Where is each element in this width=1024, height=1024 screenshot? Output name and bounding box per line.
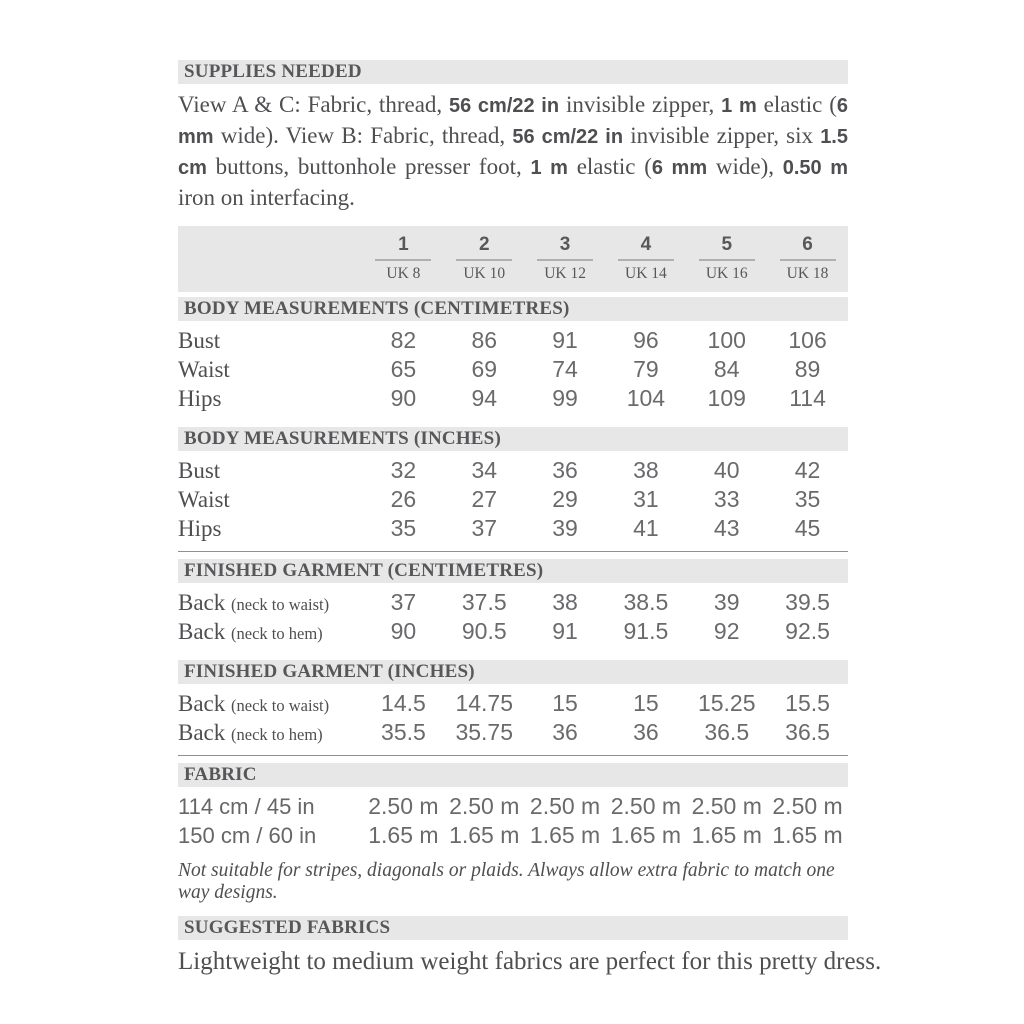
supplies-number: 1.5 cm	[178, 126, 848, 179]
row-label-sub: (neck to waist)	[231, 696, 330, 715]
size-column-2	[444, 234, 525, 282]
cell-value: 86	[471, 327, 498, 353]
finished-garment-in-rows	[178, 690, 848, 748]
row-label	[178, 794, 363, 820]
size-underline	[618, 259, 674, 261]
cell-value: 43	[713, 515, 740, 541]
cell-value: 90	[390, 618, 417, 644]
cell-value: 32	[390, 457, 417, 483]
cell-value: 89	[794, 356, 821, 382]
cell-value: 1.65 m	[691, 822, 762, 848]
cell-value: 14.75	[455, 690, 514, 716]
row-label-sub: (neck to hem)	[231, 725, 323, 744]
finished-garment-cm-header: FINISHED GARMENT (CENTIMETRES)	[178, 559, 848, 583]
supplies-number: 1 m	[721, 95, 757, 117]
suggested-fabrics-text: Lightweight to medium weight fabrics are perfect for this pretty dress.	[178, 948, 882, 975]
size-underline	[780, 259, 836, 261]
row-label-main: Bust	[178, 458, 221, 483]
cell-value: 38	[633, 457, 659, 483]
table-row	[178, 486, 848, 515]
row-values	[363, 822, 848, 849]
cell-value: 91	[552, 618, 578, 644]
cell-value: 2.50 m	[610, 793, 682, 819]
content-area	[178, 60, 882, 976]
row-label	[178, 720, 363, 746]
uk-size-label: UK 14	[625, 265, 667, 282]
measurement-sections	[178, 297, 848, 851]
cell-value: 90	[390, 385, 417, 411]
cell-value: 37	[390, 589, 417, 615]
supplies-text-segment: View A & C: Fabric, thread,	[178, 92, 450, 117]
fabric-note: Not suitable for stripes, diagonals or plaids. Always allow extra fabric to match one way designs.	[178, 860, 835, 903]
cell-value: 90.5	[461, 618, 507, 644]
cell-value: 1.65 m	[610, 822, 682, 848]
size-number: 3	[559, 234, 571, 255]
cell-value: 96	[633, 327, 659, 353]
cell-value: 37.5	[461, 589, 507, 615]
cell-value: 79	[633, 356, 659, 382]
table-row	[178, 457, 848, 486]
cell-value: 39.5	[785, 589, 830, 615]
cell-value: 15	[552, 690, 578, 716]
cell-value: 2.50 m	[772, 793, 843, 819]
row-label-main: Waist	[178, 357, 230, 382]
cell-value: 92.5	[785, 618, 830, 644]
size-number: 5	[721, 234, 733, 255]
row-label	[178, 590, 363, 616]
uk-size-label: UK 8	[386, 265, 421, 282]
cell-value: 33	[713, 486, 740, 512]
supplies-text-segment: elastic (	[756, 92, 837, 117]
cell-value: 91.5	[623, 618, 669, 644]
cell-value: 35	[390, 515, 417, 541]
supplies-number: 56 cm/22 in	[512, 126, 624, 148]
supplies-text-segment: elastic (	[567, 154, 652, 179]
cell-value: 29	[552, 486, 578, 512]
cell-value: 38	[552, 589, 578, 615]
supplies-paragraph	[178, 90, 848, 212]
size-underline	[456, 259, 512, 261]
row-label	[178, 458, 363, 484]
cell-value: 104	[626, 385, 666, 411]
cell-value: 36	[633, 719, 659, 745]
size-header-label-spacer	[178, 234, 363, 282]
cell-value: 2.50 m	[529, 793, 601, 819]
cell-value: 2.50 m	[449, 793, 520, 819]
size-number: 2	[478, 234, 490, 255]
cell-value: 94	[471, 385, 498, 411]
section-divider-rule	[178, 551, 848, 552]
table-row	[178, 385, 848, 414]
section-divider-rule	[178, 755, 848, 756]
cell-value: 114	[789, 385, 826, 411]
supplies-number: 56 cm/22 in	[449, 95, 560, 117]
row-label	[178, 516, 363, 542]
cell-value: 15.5	[785, 690, 830, 716]
table-row	[178, 515, 848, 544]
cell-value: 42	[794, 457, 821, 483]
row-label	[178, 619, 363, 645]
supplies-text-segment: buttons, buttonhole presser foot,	[206, 154, 531, 179]
table-row	[178, 719, 848, 748]
cell-value: 15.25	[697, 690, 756, 716]
size-number: 4	[640, 234, 652, 255]
size-column-4	[605, 234, 686, 282]
row-values	[363, 327, 848, 354]
table-row	[178, 356, 848, 385]
size-column-1	[363, 234, 444, 282]
size-underline	[375, 259, 431, 261]
uk-size-label: UK 10	[463, 265, 506, 282]
cell-value: 92	[713, 618, 740, 644]
supplies-text-segment: invisible zipper,	[559, 92, 722, 117]
size-underline	[537, 259, 593, 261]
uk-size-label: UK 12	[544, 265, 586, 282]
cell-value: 34	[471, 457, 498, 483]
cell-value: 1.65 m	[772, 822, 843, 848]
uk-size-label: UK 16	[705, 265, 748, 282]
row-values	[363, 719, 848, 746]
cell-value: 40	[713, 457, 740, 483]
row-values	[363, 356, 848, 383]
finished-garment-cm-rows	[178, 589, 848, 647]
cell-value: 74	[552, 356, 578, 382]
cell-value: 41	[633, 515, 659, 541]
table-row	[178, 822, 848, 851]
size-columns	[363, 234, 848, 282]
row-values	[363, 385, 848, 412]
cell-value: 26	[390, 486, 417, 512]
cell-value: 35.5	[381, 719, 426, 745]
size-number: 1	[398, 234, 409, 255]
supplies-needed-header: SUPPLIES NEEDED	[178, 60, 848, 84]
row-label-main: Waist	[178, 487, 230, 512]
table-row	[178, 618, 848, 647]
cell-value: 39	[552, 515, 578, 541]
row-label-main: Back	[178, 590, 226, 615]
cell-value: 99	[552, 385, 578, 411]
row-values	[363, 589, 848, 616]
row-label-main: Back	[178, 619, 226, 644]
supplies-text-segment: wide),	[707, 154, 783, 179]
row-label	[178, 357, 363, 383]
supplies-number: 6 mm	[651, 157, 708, 179]
row-values	[363, 793, 848, 820]
size-column-6	[767, 234, 848, 282]
cell-value: 31	[633, 486, 659, 512]
table-row	[178, 793, 848, 822]
row-values	[363, 486, 848, 513]
row-label-main: Hips	[178, 516, 222, 541]
cell-value: 84	[713, 356, 740, 382]
table-row	[178, 327, 848, 356]
body-measurements-in-rows	[178, 457, 848, 544]
table-row	[178, 589, 848, 618]
cell-value: 36	[552, 457, 578, 483]
cell-value: 82	[390, 327, 417, 353]
cell-value: 109	[707, 385, 746, 411]
body-measurements-in-header: BODY MEASUREMENTS (INCHES)	[178, 427, 848, 451]
row-values	[363, 690, 848, 717]
row-label	[178, 823, 363, 849]
cell-value: 14.5	[381, 690, 426, 716]
fabric-header: FABRIC	[178, 763, 848, 787]
row-label	[178, 691, 363, 717]
supplies-text-segment: wide). View B: Fabric, thread,	[213, 123, 513, 148]
cell-value: 36	[552, 719, 578, 745]
cell-value: 69	[471, 356, 498, 382]
row-label	[178, 487, 363, 513]
row-label-main: Bust	[178, 328, 221, 353]
cell-value: 39	[713, 589, 740, 615]
cell-value: 36.5	[704, 719, 750, 745]
size-table-header	[178, 226, 848, 292]
finished-garment-in-header: FINISHED GARMENT (INCHES)	[178, 660, 848, 684]
table-row	[178, 690, 848, 719]
cell-value: 37	[471, 515, 498, 541]
supplies-number: 1 m	[530, 157, 568, 179]
cell-value: 100	[707, 327, 746, 353]
row-label-sub: (neck to hem)	[231, 624, 323, 643]
body-measurements-cm-rows	[178, 327, 848, 414]
supplies-number: 6 mm	[178, 95, 848, 148]
suggested-fabrics-header: SUGGESTED FABRICS	[178, 916, 848, 940]
cell-value: 35.75	[455, 719, 514, 745]
cell-value: 27	[471, 486, 498, 512]
row-label-main: Back	[178, 691, 226, 716]
row-values	[363, 515, 848, 542]
cell-value: 1.65 m	[368, 822, 439, 848]
row-label-main: Hips	[178, 386, 222, 411]
cell-value: 106	[788, 327, 827, 353]
supplies-text-segment: iron on interfacing.	[178, 185, 355, 210]
cell-value: 45	[794, 515, 821, 541]
body-measurements-cm-header: BODY MEASUREMENTS (CENTIMETRES)	[178, 297, 848, 321]
cell-value: 15	[633, 690, 659, 716]
cell-value: 91	[552, 327, 578, 353]
cell-value: 36.5	[785, 719, 830, 745]
size-column-5	[686, 234, 767, 282]
row-label	[178, 328, 363, 354]
cell-value: 2.50 m	[368, 793, 439, 819]
size-column-3	[525, 234, 606, 282]
supplies-text-segment: invisible zipper, six	[623, 123, 821, 148]
cell-value: 38.5	[623, 589, 669, 615]
size-number: 6	[802, 234, 813, 255]
row-values	[363, 618, 848, 645]
cell-value: 65	[390, 356, 417, 382]
cell-value: 2.50 m	[691, 793, 762, 819]
uk-size-label: UK 18	[786, 265, 829, 282]
cell-value: 35	[794, 486, 821, 512]
row-values	[363, 457, 848, 484]
fabric-rows	[178, 793, 848, 851]
cell-value: 1.65 m	[529, 822, 601, 848]
row-label-main: 150 cm / 60 in	[178, 823, 317, 848]
size-underline	[699, 259, 755, 261]
row-label-main: Back	[178, 720, 226, 745]
supplies-number: 0.50 m	[782, 157, 849, 179]
row-label	[178, 386, 363, 412]
row-label-main: 114 cm / 45 in	[178, 794, 315, 819]
cell-value: 1.65 m	[449, 822, 520, 848]
row-label-sub: (neck to waist)	[231, 595, 330, 614]
